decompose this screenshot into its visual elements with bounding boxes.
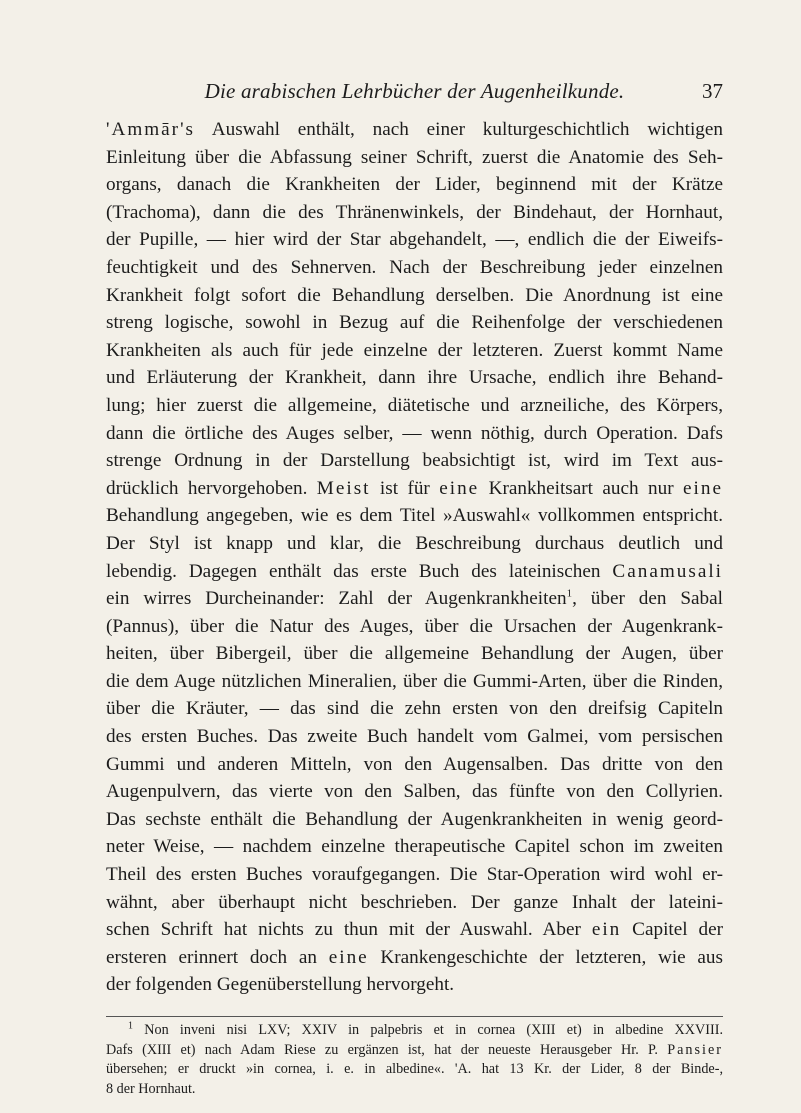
text-line: Theil des ersten Buches voraufgegangen. Die Star-Operation wird wohl er- (106, 864, 723, 886)
text-line: dann die örtliche des Auges selber, — wenn nöthig, durch Operation. Dafs (106, 422, 723, 444)
main-text (106, 116, 723, 999)
text-line: heiten, über Bibergeil, über die allgemeine Behandlung der Augen, über (106, 643, 723, 665)
footnote-divider (106, 1016, 723, 1017)
text-line: der Pupille, — hier wird der Star abgehandelt, —, endlich die der Eiweifs- (106, 229, 723, 251)
text-line: Gummi und anderen Mitteln, von den Augensalben. Das dritte von den (106, 753, 723, 775)
text-line: und Erläuterung der Krankheit, dann ihre Ursache, endlich ihre Behand- (106, 367, 723, 389)
text-line: (Trachoma), dann die des Thränenwinkels, der Bindehaut, der Hornhaut, (106, 201, 723, 223)
spaced-name: 'Ammār's (106, 119, 195, 140)
spaced-emphasis: eine (439, 477, 480, 499)
text-line: die dem Auge nützlichen Mineralien, über die Gummi-Arten, über die Rinden, (106, 670, 723, 692)
text-line: ersteren erinnert doch an eine Krankengeschichte der letzteren, wie aus (106, 946, 723, 968)
text-line: Krankheit folgt sofort die Behandlung derselben. Die Anordnung ist eine (106, 284, 723, 306)
footnote-line: übersehen; er druckt »in cornea, i. e. in albedine«. 'A. hat 13 Kr. der Lider, 8 der Binde-, (106, 1061, 723, 1078)
page-number: 37 (702, 79, 723, 103)
text-line: Das sechste enthält die Behandlung der Augenkrankheiten in wenig geord- (106, 808, 723, 830)
spaced-name: Canamusali (612, 560, 723, 582)
spaced-emphasis: eine (683, 477, 723, 499)
text-line: streng logische, sowohl in Bezug auf die Reihenfolge der verschiedenen (106, 312, 723, 334)
text-line: schen Schrift hat nichts zu thun mit der Auswahl. Aber ein Capitel der (106, 919, 723, 941)
spaced-emphasis: Meist (316, 477, 371, 499)
text-line: des ersten Buches. Das zweite Buch handelt vom Galmei, vom persischen (106, 726, 723, 748)
footnote-reference: 1 (566, 587, 573, 600)
text-line: wähnt, aber überhaupt nicht beschrieben. Der ganze Inhalt der lateini- (106, 891, 723, 913)
text-line: ein wirres Durcheinander: Zahl der Augenkrankheiten$^1$, über den Sabal (106, 587, 723, 610)
spaced-emphasis: eine (328, 946, 369, 968)
text-line: 'Ammār's Auswahl enthält, nach einer kulturgeschichtlich wichtigen (106, 119, 723, 140)
text-line: über die Kräuter, — das sind die zehn ersten von den dreifsig Capiteln (106, 698, 723, 720)
spaced-emphasis: ein (591, 919, 622, 941)
text-line: feuchtigkeit und des Sehnerven. Nach der Beschreibung jeder einzelnen (106, 256, 723, 278)
text-line: lebendig. Dagegen enthält das erste Buch des lateinischen Canamusali (106, 560, 723, 582)
text-line: Der Styl ist knapp und klar, die Beschreibung durchaus deutlich und (106, 532, 723, 554)
page-header (106, 79, 723, 109)
text-line: lung; hier zuerst die allgemeine, diätetische und arzneiliche, des Körpers, (106, 394, 723, 416)
text-line: der folgenden Gegenüberstellung hervorgeht. (106, 974, 455, 996)
text-line: Behandlung angegeben, wie es dem Titel »Auswahl« vollkommen entspricht. (106, 505, 723, 527)
text-line: neter Weise, — nachdem einzelne therapeutische Capitel schon im zweiten (106, 836, 723, 858)
text-line: Krankheiten als auch für jede einzelne der letzteren. Zuerst kommt Name (106, 339, 723, 361)
spaced-name: Pansier (667, 1041, 723, 1058)
text-line: Augenpulvern, das vierte von den Salben, das fünfte von den Collyrien. (106, 781, 723, 803)
text-line: organs, danach die Krankheiten der Lider, beginnend mit der Krätze (106, 174, 723, 196)
footnote (106, 1021, 723, 1099)
footnote-number: 1 (128, 1020, 133, 1032)
text-line: Einleitung über die Abfassung seiner Schrift, zuerst die Anatomie des Seh- (106, 146, 723, 168)
text-line: strenge Ordnung in der Darstellung beabsichtigt ist, wird im Text aus- (106, 450, 723, 472)
footnote-line: Dafs (XIII et) nach Adam Riese zu ergänzen ist, hat der neueste Herausgeber Hr. P. Pansier (106, 1041, 723, 1058)
footnote-line: 8 der Hornhaut. (106, 1080, 196, 1097)
footnote-line: $^1$ Non inveni nisi LXV; XXIV in palpebris et in cornea (XIII et) in albedine XXVIII. (128, 1020, 723, 1038)
text-line: (Pannus), über die Natur des Auges, über die Ursachen der Augenkrank- (106, 615, 723, 637)
text-line: drücklich hervorgehoben. Meist ist für eine Krankheitsart auch nur eine (106, 477, 723, 499)
running-title: Die arabischen Lehrbücher der Augenheilkunde. (204, 79, 625, 103)
